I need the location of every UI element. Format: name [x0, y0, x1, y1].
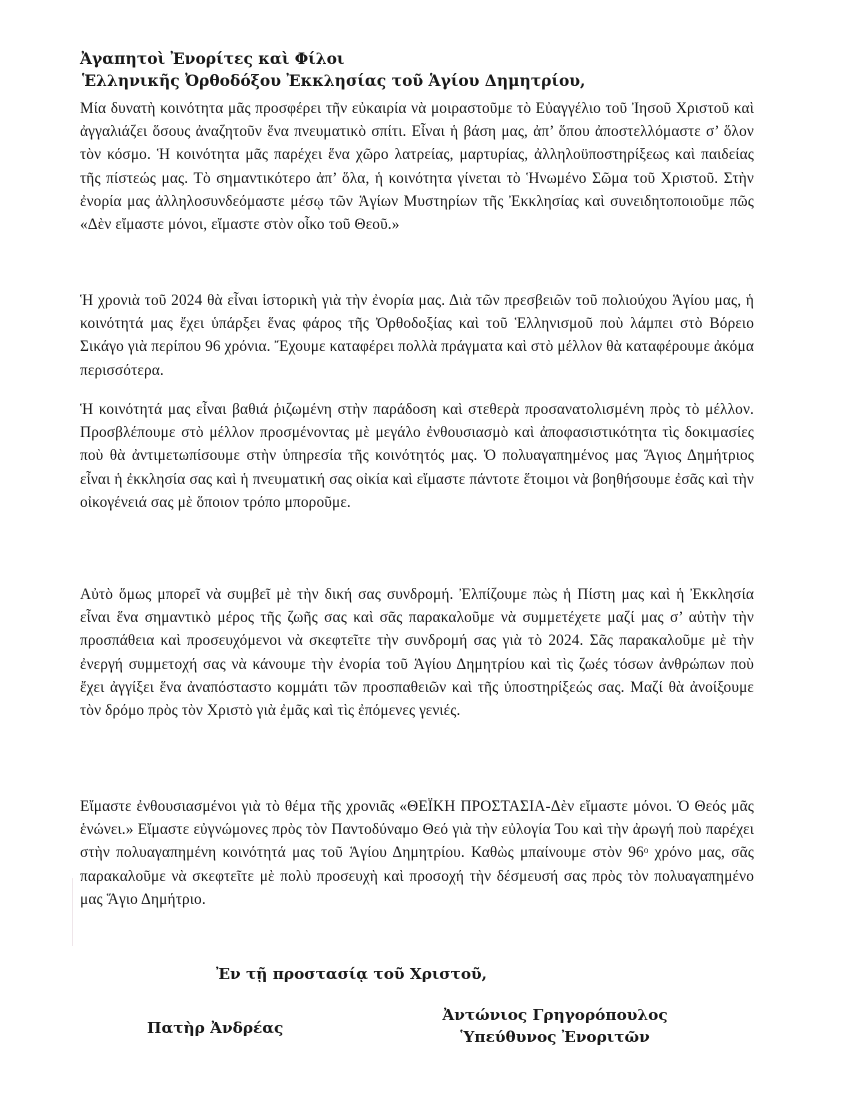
signature-steward	[430, 1004, 680, 1048]
greeting-line-2: Ἑλληνικῆς Ὀρθοδόξου Ἐκκλησίας τοῦ Ἁγίου Δημητρίου,	[82, 71, 586, 90]
greeting	[80, 48, 585, 92]
paragraph-community	[80, 97, 754, 236]
paragraph-text: Μία δυνατὴ κοινότητα μᾶς προσφέρει τῆν εὐκαιρία νὰ μοιραστοῦμε τὸ Εὐαγγέλιο τοῦ Ἰησοῦ Χριστοῦ καὶ ἀγγαλιάζει ὅσους ἀναζητοῦν ἕνα πνευματικὸ σπίτι. Εἶναι ἡ βάση μας, ἀπ’ ὅπου ἀποστελλόμαστε σ’ ὅλον τὸν κόσμο. Ἡ κοινότητα μᾶς παρέχει ἕνα χῶρο λατρείας, μαρτυρίας, ἀλληλοϋποστηρίξεως καὶ παιδείας τῆς πίστεώς μας. Τὸ σημαντικότερο ἀπ’ ὅλα, ἡ κοινότητα γίνεται τὸ Ἡνωμένο Σῶμα τοῦ Χριστοῦ. Στὴν ἐνορία μας ἀλληλοσυνδεόμαστε μέσῳ τῶν Ἁγίων Μυστηρίων τῆς Ἐκκλησίας καὶ συνειδητοποιοῦμε πῶς «Δὲν εἴμαστε μόνοι, εἴμαστε στὸν οἶκο τοῦ Θεοῦ.»	[80, 100, 754, 234]
closing-line: Ἐν τῇ προστασίᾳ τοῦ Χριστοῦ,	[216, 965, 487, 983]
paragraph-text: Εἴμαστε ἐνθουσιασμένοι γιὰ τὸ θέμα τῆς χρονιᾶς «ΘΕΪΚΗ ΠΡΟΣΤΑΣΙΑ-Δὲν εἴμαστε μόνοι. Ὁ Θεός μᾶς ἑνώνει.» Εἴμαστε εὐγνώμονες πρὸς τὸν Παντοδύναμο Θεό γιὰ τὴν εὐλογία Του καὶ τὴν ἀρωγή ποὺ παρέχει στὴν πολυαγαπημένη κοινότητά μας τοῦ Ἁγίου Δημητρίου. Καθὼς μπαίνουμε στὸν 96ᵒ χρόνο μας, σᾶς παρακαλοῦμε νὰ σκεφτεῖτε μὲ πολὺ προσευχὴ καὶ προσοχή τὴν δέσμευσή σας πρὸς τὸν πολυαγαπημένο μας Ἅγιο Δημήτριο.	[80, 798, 754, 908]
paragraph-text: Αὐτὸ ὅμως μπορεῖ νὰ συμβεῖ μὲ τὴν δική σας συνδρομή. Ἐλπίζουμε πὼς ἡ Πίστη μας καὶ ἡ Ἐκκλησία εἶναι ἕνα σημαντικὸ μέρος τῆς ζωῆς σας καὶ σᾶς παρακαλοῦμε νὰ συμμετέχετε μαζί μας σ’ αὐτὴν τὴν προσπάθεια καὶ προσευχόμενοι νὰ σκεφτεῖτε τὴν συνδρομή σας γιὰ τὸ 2024. Σᾶς παρακαλοῦμε μὲ τὴν ἐνεργή συμμετοχή σας νὰ κάνουμε τὴν ἐνορία τοῦ Ἁγίου Δημητρίου καὶ τὶς ζωές τόσων ἀνθρώπων ποὺ ἔχει ἀγγίξει ἕνα ἀναπόσταστο κομμάτι τῶν προσπαθειῶν καὶ τῆς ὑποστηρίξεώς σας. Μαζί θὰ ἀνοίξουμε τὸν δρόμο πρὸς τὸν Χριστὸ γιὰ ἐμᾶς καὶ τὶς ἐπόμενες γενιές.	[80, 586, 754, 720]
paragraph-2024	[80, 289, 754, 382]
paragraph-text: Ἡ κοινότητά μας εἶναι βαθιά ῥιζωμένη στὴν παράδοση καὶ στεθερὰ προσανατολισμένη πρὸς τὸ μέλλον. Προσβλέπουμε στὸ μέλλον προσμένοντας μὲ μεγάλο ἐνθουσιασμὸ καὶ ἀποφασιστικότητα τὶς δοκιμασίες ποὺ θὰ ἀντιμετωπίσουμε στὴν ὑπηρεσία τῆς κοινότητός μας. Ὁ πολυαγαπημένος μας Ἅγιος Δημήτριος εἶναι ἡ ἐκκλησία σας καὶ ἡ πνευματική σας οἰκία καὶ εἴμαστε πάντοτε ἕτοιμοι νὰ βοηθήσουμε ἐσᾶς καὶ τὴν οἰκογένειά σας μὲ ὅποιον τρόπο μποροῦμε.	[80, 401, 754, 511]
paragraph-text: Ἡ χρονιὰ τοῦ 2024 θὰ εἶναι ἱστορικὴ γιὰ τὴν ἐνορία μας. Διὰ τῶν πρεσβειῶν τοῦ πολιούχου Ἁγίου μας, ἡ κοινότητά μας ἔχει ὑπάρξει ἕνας φάρος τῆς Ὀρθοδοξίας καὶ τοῦ Ἑλληνισμοῦ ποὺ λάμπει στὸ Βόρειο Σικάγο γιὰ περίπου 96 χρόνια. Ἔχουμε καταφέρει πολλὰ πράγματα καὶ στὸ μέλλον θὰ καταφέρουμε ἀκόμα περισσότερα.	[80, 292, 754, 379]
signature-steward-name: Ἀντώνιος Γρηγορόπουλος	[442, 1006, 668, 1024]
signature-priest: Πατὴρ Ἀνδρέας	[147, 1019, 284, 1037]
paragraph-stewardship	[80, 583, 754, 722]
greeting-line-1: Ἀγαπητοὶ Ἐνορίτες καὶ Φίλοι	[80, 49, 345, 68]
margin-divider	[72, 878, 73, 946]
paragraph-tradition	[80, 398, 754, 514]
signature-steward-title: Ὑπεύθυνος Ἐνοριτῶν	[460, 1028, 650, 1046]
paragraph-theme	[80, 795, 754, 911]
